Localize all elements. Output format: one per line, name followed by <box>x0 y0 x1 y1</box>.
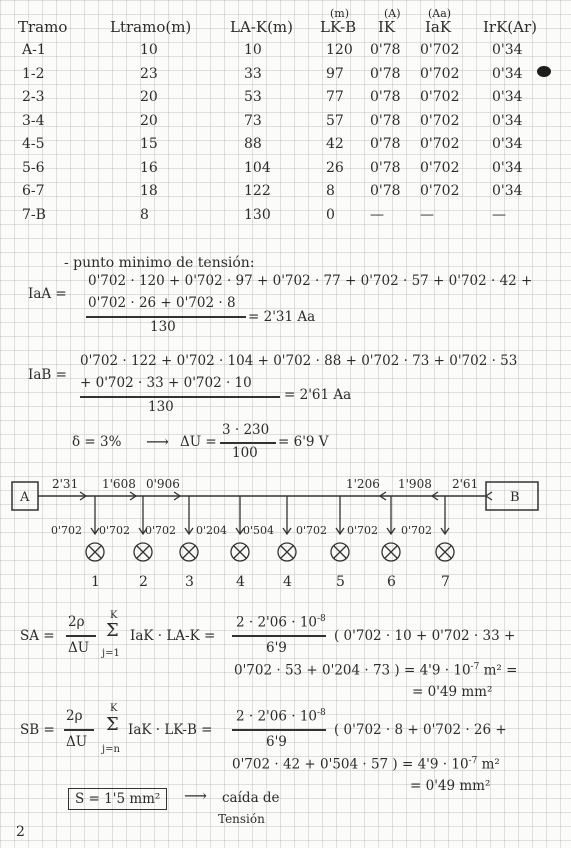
iab-denominator: 130 <box>148 399 174 415</box>
ink-blot <box>537 66 551 77</box>
iaa-result: = 2'31 Aa <box>248 309 316 325</box>
sa-num-exp: -8 <box>317 614 326 624</box>
lamp-number: 5 <box>336 574 345 590</box>
table-cell: 0'78 <box>370 159 401 176</box>
table-cell: A-1 <box>22 42 46 58</box>
table-cell: 120 <box>326 42 353 58</box>
table-cell: 0'702 <box>420 159 460 176</box>
table-cell: 0'78 <box>370 112 401 129</box>
header-ik: IK <box>378 18 396 36</box>
table-cell: 0'78 <box>370 65 401 82</box>
lamp-number: 3 <box>185 574 194 590</box>
sa-num-text: 2 · 2'06 · 10 <box>236 614 317 631</box>
table-cell: 0'702 <box>420 42 460 58</box>
final-boxed-result: S = 1'5 mm² <box>68 788 167 810</box>
table-cell: 88 <box>244 136 262 152</box>
iab-numerator-line2: + 0'702 · 33 + 0'702 · 10 <box>80 375 252 391</box>
iab-fraction-bar <box>80 396 280 398</box>
table-cell: 1-2 <box>22 65 45 82</box>
table-cell: 16 <box>140 159 158 176</box>
lamp-cross-icon <box>281 546 293 558</box>
table-cell: 5-6 <box>22 159 45 176</box>
sa-tail2-exp: -7 <box>470 662 480 672</box>
header-tramo: Tramo <box>18 18 68 36</box>
lamp-number: 6 <box>387 574 396 590</box>
table-cell: 130 <box>244 206 271 223</box>
table-cell: 6-7 <box>22 183 45 199</box>
table-cell: 10 <box>244 42 262 58</box>
load-current-label: 0'702 <box>296 524 328 537</box>
table-cell: 0'34 <box>492 89 523 105</box>
load-taps <box>51 496 454 590</box>
sb-tail-line2 <box>232 756 500 773</box>
delta-u-denominator: 100 <box>232 445 258 461</box>
sa-denominator: 6'9 <box>266 640 287 656</box>
table-cell: 8 <box>326 183 335 199</box>
table-cell: 104 <box>244 159 271 176</box>
lamp-number: 7 <box>441 574 450 590</box>
sb-factor-numerator: 2ρ <box>66 708 83 724</box>
load-current-label: 0'204 <box>196 524 228 537</box>
table-cell: 0'34 <box>492 136 523 152</box>
table-cell: 0'78 <box>370 183 401 199</box>
header-ltramo: Ltramo(m) <box>110 18 192 36</box>
lamp-cross-icon <box>385 546 397 558</box>
table-cell: 0'702 <box>420 183 460 199</box>
table-cell: 73 <box>244 112 262 129</box>
iaa-label: IaA = <box>28 286 67 302</box>
flow-current-label: 1'608 <box>102 477 136 491</box>
sa-sigma-icon: Σ <box>106 620 119 641</box>
table-cell: 0 <box>326 206 335 223</box>
table-cell: — <box>492 206 506 223</box>
table-cell: 8 <box>140 206 149 223</box>
iaa-fraction-bar <box>86 316 246 318</box>
unit-m: (m) <box>330 7 350 20</box>
table-cell: 26 <box>326 159 344 176</box>
delta-u-label: ΔU = <box>180 434 217 450</box>
sb-result: = 0'49 mm² <box>410 778 491 794</box>
table-cell: 4-5 <box>22 136 45 152</box>
flow-arrow-icon <box>486 492 492 500</box>
sb-term: IaK · LK-B = <box>128 722 213 738</box>
table-cell: 2-3 <box>22 89 45 105</box>
sb-sum-bottom: j=n <box>102 744 120 755</box>
sb-tail2-unit: m² <box>477 756 500 773</box>
table-cell: — <box>370 206 384 223</box>
sb-numerator <box>236 708 326 725</box>
header-lkb: LK-B <box>320 18 357 36</box>
table-cell: 10 <box>140 42 158 58</box>
iab-label: IaB = <box>28 367 67 383</box>
page-number: 2 <box>16 824 25 840</box>
sb-tail-line1: ( 0'702 · 8 + 0'702 · 26 + <box>334 722 507 738</box>
sa-result: = 0'49 mm² <box>412 684 493 700</box>
load-current-label: 0'702 <box>99 524 131 537</box>
arrow-icon: ⟶ <box>146 432 169 451</box>
unit-aa: (Aa) <box>428 7 452 20</box>
final-text-line1: caída de <box>222 790 280 806</box>
lamp-number: 2 <box>139 574 148 590</box>
sa-fraction-bar <box>232 635 326 637</box>
node-b-label: B <box>510 490 520 505</box>
table-cell: 0'702 <box>420 136 460 152</box>
table-cell: 23 <box>140 65 158 82</box>
sb-sum-top: K <box>110 703 118 714</box>
flow-current-label: 2'31 <box>52 477 79 491</box>
lamp-number: 1 <box>91 574 100 590</box>
sb-tail2-text: 0'702 · 42 + 0'504 · 57 ) = 4'9 · 10 <box>232 756 469 773</box>
table-cell: 18 <box>140 183 158 199</box>
table-cell: 0'34 <box>492 159 523 176</box>
sb-factor-bar <box>64 729 94 731</box>
table-cell: 0'34 <box>492 42 523 58</box>
table-cell: 15 <box>140 136 158 152</box>
header-lak: LA-K(m) <box>230 18 293 36</box>
sb-denominator: 6'9 <box>266 734 287 750</box>
sa-label: SA = <box>20 628 55 644</box>
sa-tail2-text: 0'702 · 53 + 0'204 · 73 ) = 4'9 · 10 <box>234 662 471 679</box>
table-cell: 20 <box>140 112 158 129</box>
sa-factor-denominator: ΔU <box>68 640 90 656</box>
table-cell: 42 <box>326 136 344 152</box>
table-cell: 33 <box>244 65 262 82</box>
flow-current-label: 0'906 <box>146 477 180 491</box>
lamp-cross-icon <box>137 546 149 558</box>
final-arrow-icon: ⟶ <box>184 786 207 805</box>
table-cell: 77 <box>326 89 344 105</box>
table-cell: 7-B <box>22 206 46 223</box>
final-text-line2: Tensión <box>218 812 265 826</box>
load-current-label: 0'504 <box>243 524 275 537</box>
iaa-denominator: 130 <box>150 319 176 335</box>
sb-num-exp: -8 <box>317 708 326 718</box>
iab-numerator-line1: 0'702 · 122 + 0'702 · 104 + 0'702 · 88 + 0'702 · 73 + 0'702 · 53 <box>80 353 518 369</box>
sa-tail2-unit: m² = <box>479 662 518 679</box>
table-cell: 0'702 <box>420 65 460 82</box>
table-cell: 53 <box>244 89 262 105</box>
lamp-number: 4 <box>236 574 245 590</box>
sa-numerator <box>236 614 326 631</box>
circuit-diagram <box>0 468 571 608</box>
table-cell: 0'78 <box>370 89 401 105</box>
table-cell: 0'78 <box>370 136 401 152</box>
lamp-cross-icon <box>234 546 246 558</box>
table-cell: 57 <box>326 112 344 129</box>
iab-result: = 2'61 Aa <box>284 387 352 403</box>
table-cell: 3-4 <box>22 112 45 129</box>
table-cell: — <box>420 206 434 223</box>
delta-u-result: = 6'9 V <box>278 434 329 450</box>
sa-term: IaK · LA-K = <box>130 628 216 644</box>
sa-sum-bottom: j=1 <box>102 648 120 659</box>
flow-current-label: 2'61 <box>452 477 479 491</box>
sb-tail2-exp: -7 <box>468 756 478 766</box>
load-current-label: 0'702 <box>347 524 379 537</box>
sb-num-text: 2 · 2'06 · 10 <box>236 708 317 725</box>
table-cell: 0'78 <box>370 42 401 58</box>
note-minimum-point: - punto minimo de tensión: <box>64 255 255 271</box>
table-cell: 0'702 <box>420 89 460 105</box>
lamp-cross-icon <box>89 546 101 558</box>
sa-factor-bar <box>66 635 96 637</box>
iaa-numerator-line1: 0'702 · 120 + 0'702 · 97 + 0'702 · 77 + 0'702 · 57 + 0'702 · 42 + <box>88 273 533 289</box>
delta-percent: δ = 3% <box>72 434 122 450</box>
table-cell: 122 <box>244 183 271 199</box>
sb-sigma-icon: Σ <box>106 714 119 735</box>
sa-tail-line1: ( 0'702 · 10 + 0'702 · 33 + <box>334 628 516 644</box>
sa-tail-line2 <box>234 662 517 679</box>
load-current-label: 0'702 <box>145 524 177 537</box>
load-current-label: 0'702 <box>51 524 83 537</box>
sb-label: SB = <box>20 722 55 738</box>
header-iak: IaK <box>425 18 452 36</box>
lamp-cross-icon <box>439 546 451 558</box>
lamp-cross-icon <box>334 546 346 558</box>
table-cell: 0'34 <box>492 65 523 82</box>
table-cell: 0'34 <box>492 112 523 129</box>
header-irk: IrK(Ar) <box>483 18 538 36</box>
flow-current-label: 1'206 <box>346 477 380 491</box>
sa-sum-top: K <box>110 610 118 621</box>
flow-current-label: 1'908 <box>398 477 432 491</box>
delta-u-fraction-bar <box>220 442 276 444</box>
lamp-cross-icon <box>183 546 195 558</box>
table-cell: 97 <box>326 65 344 82</box>
sb-factor-denominator: ΔU <box>66 734 88 750</box>
sa-factor-numerator: 2ρ <box>68 614 85 630</box>
delta-u-numerator: 3 · 230 <box>222 422 270 438</box>
sb-fraction-bar <box>232 729 326 731</box>
table-cell: 0'34 <box>492 183 523 199</box>
unit-a: (A) <box>384 7 401 20</box>
node-a-label: A <box>20 490 30 505</box>
table-cell: 0'702 <box>420 112 460 129</box>
load-current-label: 0'702 <box>401 524 433 537</box>
table-cell: 20 <box>140 89 158 105</box>
lamp-number: 4 <box>283 574 292 590</box>
iaa-numerator-line2: 0'702 · 26 + 0'702 · 8 <box>88 295 236 311</box>
